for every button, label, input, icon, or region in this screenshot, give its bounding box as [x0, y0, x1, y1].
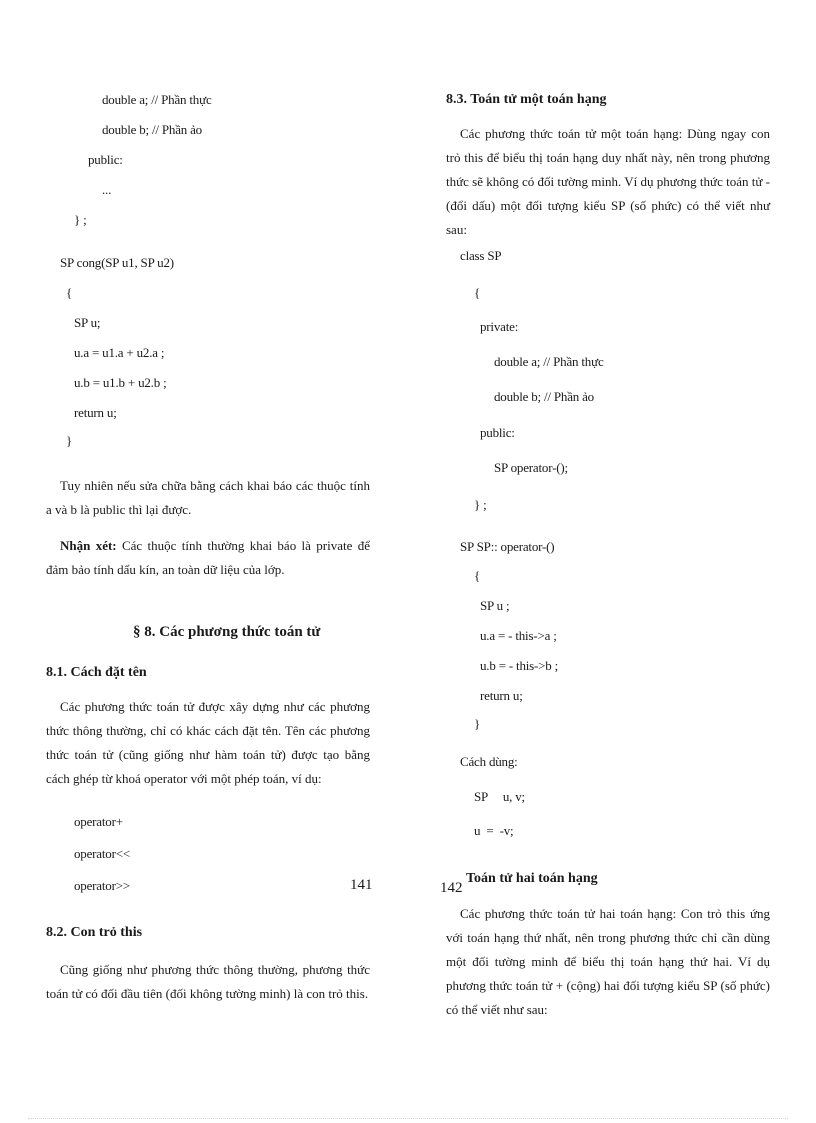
code-line: double b; // Phần ảo [102, 122, 202, 137]
code-line: double a; // Phần thực [494, 354, 604, 369]
code-line: u.b = u1.b + u2.b ; [74, 375, 167, 390]
code-line: } [66, 433, 73, 448]
remark-text: Các thuộc tính thường khai báo là private để đảm bảo tính dấu kín, an toàn dữ liệu của lớp. [46, 538, 370, 577]
code-line: } ; [474, 497, 487, 512]
code-line: { [66, 285, 73, 300]
heading-8-3: 8.3. Toán tử một toán hạng [446, 92, 607, 107]
remark-paragraph [46, 534, 370, 582]
footer-divider [28, 1118, 788, 1119]
code-line: private: [480, 319, 519, 334]
section-title: § 8. Các phương thức toán tử [133, 624, 321, 640]
code-line: { [474, 568, 481, 583]
code-line: operator<< [74, 846, 130, 861]
heading-8-1: 8.1. Cách đặt tên [46, 665, 147, 680]
heading-8-2: 8.2. Con trỏ this [46, 925, 143, 940]
code-line: SP operator-(); [494, 460, 568, 475]
code-line: SP cong(SP u1, SP u2) [60, 255, 174, 270]
code-line: u.b = - this->b ; [480, 658, 559, 673]
paragraph: Các phương thức toán tử được xây dựng như các phương thức thông thường, chỉ có khác cách đặt tên. Tên các phương thức toán tử (cũng giống như hàm toán tử) được tạo bằng cách ghép từ khoá operator với một phép toán, ví dụ: [46, 699, 370, 786]
code-line: public: [480, 425, 515, 440]
usage-label: Cách dùng: [460, 754, 518, 769]
remark-label: Nhận xét: [60, 538, 117, 553]
code-line: } ; [74, 212, 87, 227]
code-line: SP u, v; [474, 789, 525, 804]
code-line: double a; // Phần thực [102, 92, 212, 107]
code-line: ... [102, 182, 112, 197]
code-line: u.a = - this->a ; [480, 628, 557, 643]
page-number: 141 [350, 877, 373, 893]
code-line: { [474, 285, 481, 300]
heading-8-4: Toán tử hai toán hạng [466, 871, 598, 886]
code-line: SP u; [74, 315, 101, 330]
code-line: class SP [460, 248, 502, 263]
code-line: u = -v; [474, 823, 514, 838]
paragraph: Các phương thức toán tử một toán hạng: Dùng ngay con trỏ this để biểu thị toán hạng duy nhất này, nên trong phương thức sẽ không có đối tường minh. Ví dụ phương thức toán tử - (đổi dấu) một đối tượng kiểu SP (số phức) có thể viết như sau: [446, 126, 770, 237]
code-line: } [474, 716, 481, 731]
code-line: double b; // Phần ảo [494, 389, 594, 404]
paragraph: Tuy nhiên nếu sửa chữa bằng cách khai báo các thuộc tính a và b là public thì lại được. [46, 478, 370, 517]
code-line: SP u ; [480, 598, 510, 613]
code-line: SP SP:: operator-() [460, 539, 555, 554]
code-line: operator+ [74, 814, 123, 829]
paragraph: Cũng giống như phương thức thông thường, phương thức toán tử có đối đầu tiên (đối không tường minh) là con trỏ this. [46, 962, 370, 1001]
paragraph: Các phương thức toán tử hai toán hạng: Con trỏ this ứng với toán hạng thứ nhất, nên trong phương thức chỉ cần dùng một đối tường minh để biểu thị toán hạng thứ hai. Ví dụ phương thức toán tử + (cộng) hai đối tượng kiểu SP (số phức) có thể viết như sau: [446, 906, 770, 1017]
code-line: return u; [74, 405, 117, 420]
code-line: public: [88, 152, 123, 167]
code-line: return u; [480, 688, 523, 703]
code-line: operator>> [74, 878, 130, 893]
code-line: u.a = u1.a + u2.a ; [74, 345, 165, 360]
page-number: 142 [440, 880, 463, 896]
